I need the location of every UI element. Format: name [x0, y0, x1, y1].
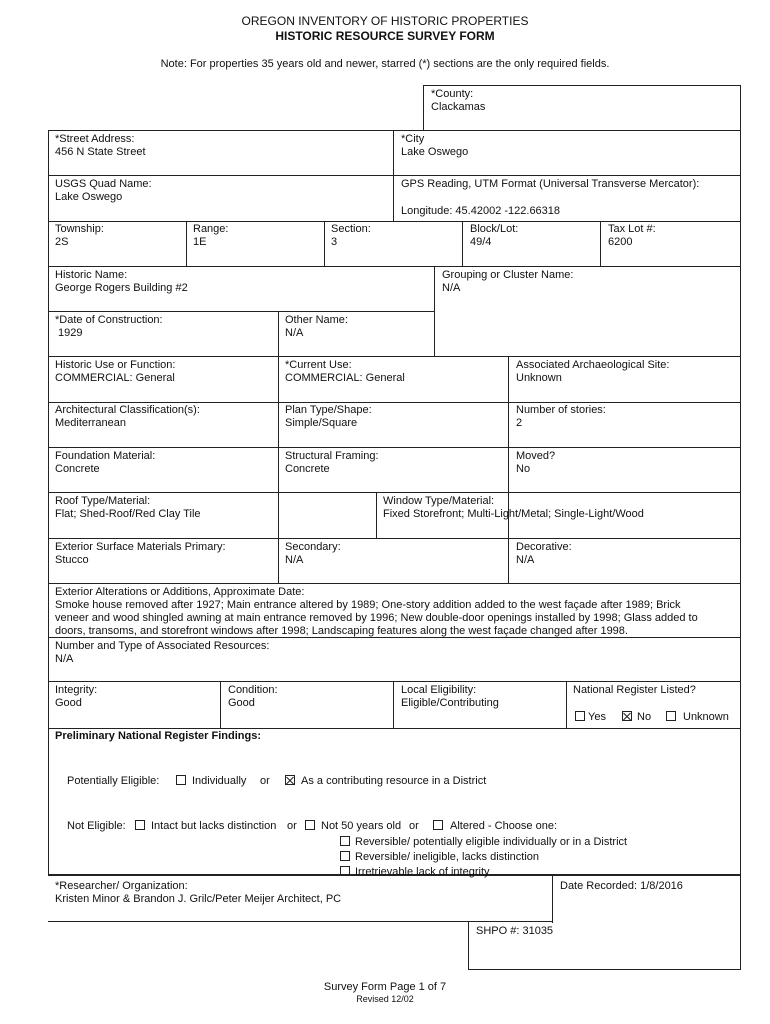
form-note: Note: For properties 35 years old and newer, starred (*) sections are the only required fields.	[160, 58, 610, 70]
divider	[552, 875, 553, 923]
foundation-field[interactable]	[55, 450, 155, 476]
gps-value: Longitude: 45.42002 -122.66318	[401, 205, 561, 217]
assoc-resources-value: N/A	[55, 653, 74, 665]
ext-decorative-label: Decorative:	[516, 541, 572, 553]
divider	[48, 266, 741, 267]
integrity-label: Integrity:	[55, 684, 98, 696]
or-text: or	[287, 820, 297, 832]
historic-use-field[interactable]	[55, 359, 175, 385]
county-field[interactable]	[431, 88, 485, 114]
researcher-label: *Researcher/ Organization:	[55, 880, 188, 892]
condition-value: Good	[228, 697, 255, 709]
street-field[interactable]	[55, 133, 146, 159]
reversible-potential-label: Reversible/ potentially eligible individually or in a District	[355, 836, 628, 848]
section-value: 3	[331, 236, 338, 248]
divider	[324, 221, 325, 266]
taxlot-field[interactable]	[608, 223, 656, 249]
grouping-label: Grouping or Cluster Name:	[442, 269, 574, 281]
divider	[740, 875, 741, 970]
divider	[393, 681, 394, 728]
foundation-value: Concrete	[55, 463, 100, 475]
street-label: *Street Address:	[55, 133, 135, 145]
condition-label: Condition:	[228, 684, 278, 696]
revised-footer: Revised 12/02	[356, 994, 414, 1004]
plan-type-field[interactable]	[285, 404, 372, 430]
divider	[600, 221, 601, 266]
usgs-value: Lake Oswego	[55, 191, 123, 203]
usgs-field[interactable]	[55, 178, 152, 204]
nr-yes-label: Yes	[588, 711, 606, 723]
township-label: Township:	[55, 223, 104, 235]
contributing-checkbox[interactable]	[285, 775, 295, 785]
ext-secondary-field[interactable]	[285, 541, 341, 567]
framing-field[interactable]	[285, 450, 379, 476]
intact-checkbox[interactable]	[135, 820, 145, 830]
ext-primary-value: Stucco	[55, 554, 89, 566]
roof-field[interactable]	[55, 495, 201, 521]
nr-no-label: No	[637, 711, 652, 723]
altered-label: Altered - Choose one:	[450, 820, 558, 832]
ext-decorative-value: N/A	[516, 554, 535, 566]
divider	[508, 538, 509, 583]
moved-value: No	[516, 463, 531, 475]
form-subtitle: HISTORIC RESOURCE SURVEY FORM	[275, 29, 495, 43]
framing-label: Structural Framing:	[285, 450, 379, 462]
ext-secondary-label: Secondary:	[285, 541, 341, 553]
altered-checkbox[interactable]	[433, 820, 443, 830]
date-recorded: Date Recorded: 1/8/2016	[560, 880, 683, 892]
divider	[48, 728, 741, 729]
nr-yes-checkbox[interactable]	[575, 711, 585, 721]
gps-field[interactable]	[401, 178, 699, 191]
current-use-field[interactable]	[285, 359, 405, 385]
alterations-line: Smoke house removed after 1927; Main entrance altered by 1989; One-story addition added to the west façade after 1989; Brick	[55, 599, 681, 611]
window-label: Window Type/Material:	[383, 495, 495, 507]
potentially-eligible-label: Potentially Eligible:	[67, 775, 160, 787]
date-construction-field[interactable]	[55, 314, 163, 340]
integrity-field[interactable]	[55, 684, 97, 710]
gps-label: GPS Reading, UTM Format (Universal Transverse Mercator):	[401, 178, 700, 190]
divider	[278, 311, 279, 538]
stories-label: Number of stories:	[516, 404, 606, 416]
stories-field[interactable]	[516, 404, 606, 430]
arch-class-value: Mediterranean	[55, 417, 126, 429]
nr-no-checkbox[interactable]	[622, 711, 632, 721]
street-value: 456 N State Street	[55, 146, 146, 158]
city-label: *City	[401, 133, 425, 145]
foundation-label: Foundation Material:	[55, 450, 156, 462]
taxlot-value: 6200	[608, 236, 633, 248]
irretrievable-label: Irretrievable lack of integrity	[355, 866, 490, 878]
plan-type-label: Plan Type/Shape:	[285, 404, 372, 416]
not-50-label: Not 50 years old	[321, 820, 402, 832]
divider	[278, 538, 279, 583]
reversible-ineligible-checkbox[interactable]	[340, 851, 350, 861]
ext-primary-label: Exterior Surface Materials Primary:	[55, 541, 226, 553]
blocklot-label: Block/Lot:	[470, 223, 519, 235]
grouping-field[interactable]	[442, 269, 573, 295]
divider	[48, 311, 434, 312]
reversible-potential-checkbox[interactable]	[340, 836, 350, 846]
city-field[interactable]	[401, 133, 468, 159]
irretrievable-checkbox[interactable]	[340, 866, 350, 876]
divider	[434, 266, 435, 356]
form-title: OREGON INVENTORY OF HISTORIC PROPERTIES	[241, 14, 529, 28]
assoc-resources-label: Number and Type of Associated Resources:	[55, 640, 270, 652]
other-name-field[interactable]	[285, 314, 348, 340]
nr-listed-label: National Register Listed?	[573, 684, 696, 696]
grouping-value: N/A	[442, 282, 461, 294]
archaeological-label: Associated Archaeological Site:	[516, 359, 670, 371]
alterations-line: doors, transoms, and storefront windows after 1998; Landscaping features along the west façade changed after 1998.	[55, 625, 628, 637]
other-name-value: N/A	[285, 327, 304, 339]
divider	[566, 681, 567, 728]
current-use-label: *Current Use:	[285, 359, 352, 371]
township-value: 2S	[55, 236, 69, 248]
alterations-field[interactable]	[55, 586, 698, 638]
researcher-field[interactable]	[55, 880, 341, 906]
reversible-ineligible-label: Reversible/ ineligible, lacks distinction	[355, 851, 540, 863]
divider	[220, 681, 221, 728]
roof-value: Flat; Shed-Roof/Red Clay Tile	[55, 508, 201, 520]
shpo-number: SHPO #: 31035	[476, 925, 554, 937]
alterations-label: Exterior Alterations or Additions, Approximate Date:	[55, 586, 305, 598]
condition-field[interactable]	[228, 684, 278, 710]
roof-label: Roof Type/Material:	[55, 495, 151, 507]
ext-primary-field[interactable]	[55, 541, 226, 567]
current-use-value: COMMERCIAL: General	[285, 372, 405, 384]
divider	[376, 492, 377, 538]
individually-checkbox[interactable]	[176, 775, 186, 785]
divider	[48, 583, 741, 584]
divider	[468, 969, 741, 970]
divider	[48, 447, 741, 448]
date-construction-label: *Date of Construction:	[55, 314, 163, 326]
divider	[48, 175, 741, 176]
range-value: 1E	[193, 236, 207, 248]
not-eligible-label: Not Eligible:	[67, 820, 126, 832]
page-footer: Survey Form Page 1 of 7	[323, 981, 447, 993]
range-field[interactable]	[193, 223, 228, 249]
divider	[393, 175, 394, 221]
archaeological-field[interactable]	[516, 359, 669, 385]
city-value: Lake Oswego	[401, 146, 469, 158]
contributing-label: As a contributing resource in a District	[301, 775, 487, 787]
stories-value: 2	[516, 417, 523, 429]
divider	[48, 637, 741, 638]
blocklot-field[interactable]	[470, 223, 518, 249]
framing-value: Concrete	[285, 463, 330, 475]
local-eligibility-label: Local Eligibility:	[401, 684, 477, 696]
divider	[186, 221, 187, 266]
county-label: *County:	[431, 88, 474, 100]
arch-class-label: Architectural Classification(s):	[55, 404, 200, 416]
usgs-label: USGS Quad Name:	[55, 178, 152, 190]
nr-unknown-checkbox[interactable]	[666, 711, 676, 721]
historic-name-value: George Rogers Building #2	[55, 282, 188, 294]
date-construction-value: 1929	[55, 327, 83, 339]
moved-field[interactable]	[516, 450, 555, 476]
arch-class-field[interactable]	[55, 404, 200, 430]
alterations-line: veneer and wood shingled awning at main entrance removed by 1996; New double-door openings installed by 1998; Glass added to	[55, 612, 698, 624]
divider	[48, 221, 741, 222]
divider	[462, 221, 463, 266]
divider	[48, 402, 741, 403]
assoc-resources-field[interactable]	[55, 640, 269, 666]
historic-use-value: COMMERCIAL: General	[55, 372, 175, 384]
section-field[interactable]	[331, 223, 371, 249]
range-label: Range:	[193, 223, 229, 235]
archaeological-value: Unknown	[516, 372, 562, 384]
window-value: Fixed Storefront; Multi-Light/Metal; Single-Light/Wood	[383, 508, 644, 520]
taxlot-label: Tax Lot #:	[608, 223, 656, 235]
section-label: Section:	[331, 223, 371, 235]
findings-heading: Preliminary National Register Findings:	[55, 730, 261, 742]
integrity-value: Good	[55, 697, 82, 709]
nr-unknown-label: Unknown	[683, 711, 729, 723]
divider	[468, 921, 469, 969]
not-50-checkbox[interactable]	[305, 820, 315, 830]
individually-label: Individually	[192, 775, 247, 787]
historic-name-field[interactable]	[55, 269, 188, 295]
divider	[48, 492, 741, 493]
historic-name-label: Historic Name:	[55, 269, 128, 281]
blocklot-value: 49/4	[470, 236, 492, 248]
township-field[interactable]	[55, 223, 104, 249]
intact-label: Intact but lacks distinction	[151, 820, 277, 832]
or-text: or	[260, 775, 270, 787]
divider	[48, 921, 553, 922]
window-field[interactable]	[383, 495, 644, 521]
moved-label: Moved?	[516, 450, 556, 462]
local-eligibility-field[interactable]	[401, 684, 499, 710]
or-text: or	[409, 820, 419, 832]
local-eligibility-value: Eligible/Contributing	[401, 697, 499, 709]
divider	[393, 130, 394, 175]
county-value: Clackamas	[431, 101, 486, 113]
divider	[48, 356, 741, 357]
divider	[48, 681, 741, 682]
ext-decorative-field[interactable]	[516, 541, 572, 567]
historic-use-label: Historic Use or Function:	[55, 359, 176, 371]
divider	[48, 538, 741, 539]
ext-secondary-value: N/A	[285, 554, 304, 566]
other-name-label: Other Name:	[285, 314, 348, 326]
researcher-value: Kristen Minor & Brandon J. Grilc/Peter Meijer Architect, PC	[55, 893, 342, 905]
plan-type-value: Simple/Square	[285, 417, 358, 429]
